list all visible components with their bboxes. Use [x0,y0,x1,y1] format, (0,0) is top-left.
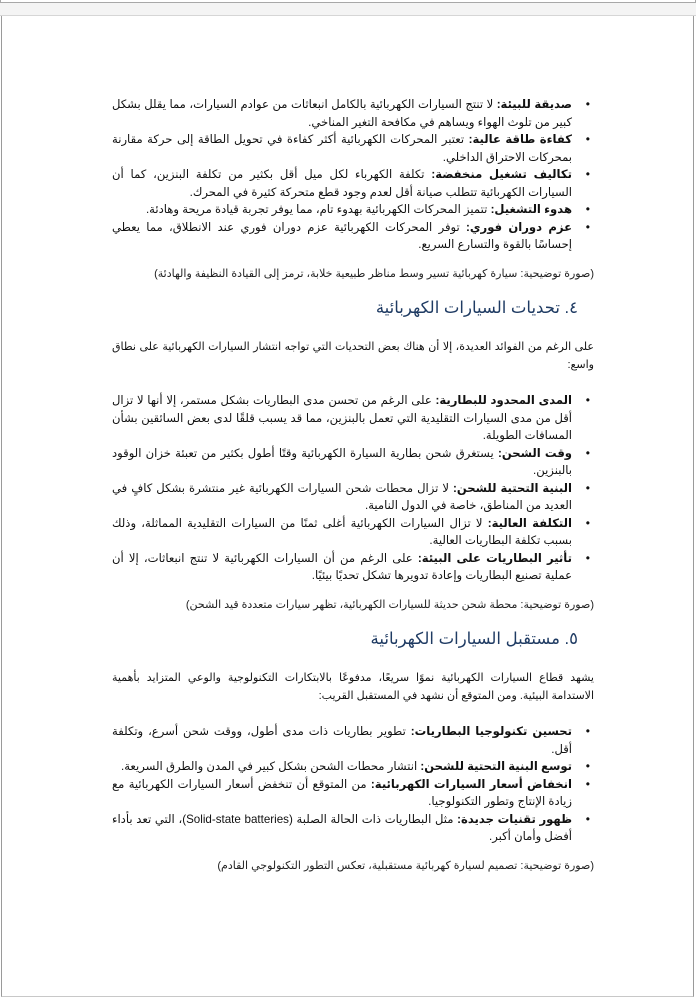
list-item: • توسع البنية التحتية للشحن: انتشار محطات الشحن بشكل كبير في المدن والطرق السريعة. [112,758,594,776]
list-item: • وقت الشحن: يستغرق شحن بطارية السيارة الكهربائية وقتًا أطول بكثير من تعبئة خزان الوقود بالبنزين. [112,445,594,480]
image-caption: (صورة توضيحية: سيارة كهربائية تسير وسط مناظر طبيعية خلابة، ترمز إلى القيادة النظيفة والهادئة) [154,267,594,280]
list-item: • عزم دوران فوري: توفر المحركات الكهربائية عزم دوران فوري عند الانطلاق، مما يعطي إحساسًا بالقوة والتسارع السريع. [112,219,594,254]
list-item: • كفاءة طاقة عالية: تعتبر المحركات الكهربائية أكثر كفاءة في تحويل الطاقة إلى حركة مقارنة بمحركات الاحتراق الداخلي. [112,131,594,166]
list-item: • تأثير البطاريات على البيئة: على الرغم من أن السيارات الكهربائية لا تنتج انبعاثات، إلا أن عملية تصنيع البطاريات وإعادة تدويرها تشكل تحديًا بيئيًا. [112,550,594,585]
section-intro: على الرغم من الفوائد العديدة، إلا أن هناك بعض التحديات التي تواجه انتشار السيارات الكهربائية على نطاق واسع: [112,341,594,371]
image-caption: (صورة توضيحية: محطة شحن حديثة للسيارات الكهربائية، تظهر سيارات متعددة قيد الشحن) [185,598,594,611]
document-page [1,16,694,997]
page-gap-strip [0,3,696,16]
page-content [112,96,594,875]
section-heading-challenges: ٤. تحديات السيارات الكهربائية [375,299,578,317]
list-item: • تحسين تكنولوجيا البطاريات: تطوير بطاريات ذات مدى أطول، ووقت شحن أسرع، وتكلفة أقل. [112,723,594,758]
list-item: • ظهور تقنيات جديدة: مثل البطاريات ذات الحالة الصلبة (Solid-state batteries)، التي تعد بأداء أفضل وأمان أكبر. [112,811,594,846]
list-item: • تكاليف تشغيل منخفضة: تكلفة الكهرباء لكل ميل أقل بكثير من تكلفة البنزين، كما أن السيارات الكهربائية تتطلب صيانة أقل لعدم وجود قطع متحركة كثيرة في المحرك. [112,166,594,201]
section-heading-future: ٥. مستقبل السيارات الكهربائية [370,630,578,648]
image-caption: (صورة توضيحية: تصميم لسيارة كهربائية مستقبلية، تعكس التطور التكنولوجي القادم) [217,859,594,872]
future-list [112,723,594,846]
list-item: • التكلفة العالية: لا تزال السيارات الكهربائية أغلى ثمنًا من السيارات التقليدية المماثلة، وذلك بسبب تكلفة البطاريات العالية. [112,515,594,550]
list-item: • هدوء التشغيل: تتميز المحركات الكهربائية بهدوء تام، مما يوفر تجربة قيادة مريحة وهادئة. [112,201,594,219]
list-item: • انخفاض أسعار السيارات الكهربائية: من المتوقع أن تنخفض أسعار السيارات الكهربائية مع زيادة الإنتاج وتطور التكنولوجيا. [112,776,594,811]
list-item: • صديقة للبيئة: لا تنتج السيارات الكهربائية بالكامل انبعاثات من عوادم السيارات، مما يقلل بشكل كبير من تلوث الهواء ويساهم في مكافحة التغير المناخي. [112,96,594,131]
section-intro: يشهد قطاع السيارات الكهربائية نموًا سريعًا، مدفوعًا بالابتكارات التكنولوجية والوعي المتزايد بأهمية الاستدامة البيئية. ومن المتوقع أن نشهد في المستقبل القريب: [112,672,594,702]
benefits-list [112,96,594,254]
challenges-list [112,392,594,585]
list-item: • المدى المحدود للبطارية: على الرغم من تحسن مدى البطاريات بشكل مستمر، إلا أنها لا تزال أقل من مدى السيارات التقليدية التي تعمل بالبنزين، مما قد يسبب قلقًا لدى بعض السائقين بشأن المسافات الطويلة. [112,392,594,445]
list-item: • البنية التحتية للشحن: لا تزال محطات شحن السيارات الكهربائية غير منتشرة بشكل كافٍ في العديد من المناطق، خاصة في الدول النامية. [112,480,594,515]
